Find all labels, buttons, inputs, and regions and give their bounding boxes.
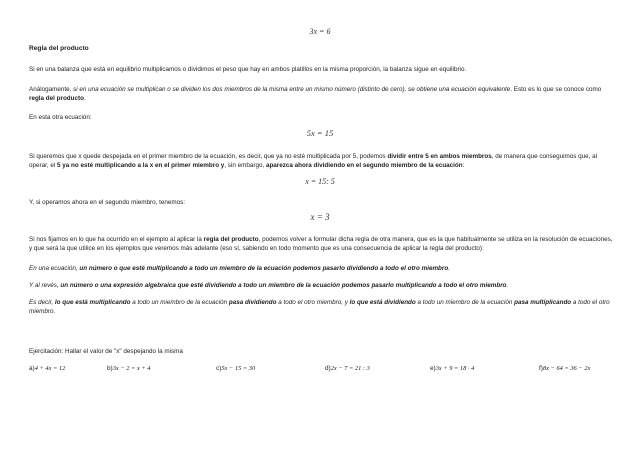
exercise-item [107,365,150,372]
bold-run: regla del producto [203,236,259,243]
text-run: : [462,162,465,169]
text-run: a todo el otro miembro. [29,299,610,315]
paragraph-operate: Y, si operamos ahora en el segundo miembro, tenemos: [29,199,185,206]
bold-run: lo que está multiplicando [54,299,131,306]
equation-3x-6: 3x = 6 [309,27,331,36]
text-run: a todo un miembro de la ecuación [130,299,229,306]
text-run: a todo un miembro de la ecuación [415,299,515,306]
bold-run: regla del producto [29,95,84,102]
exercise-item [29,365,65,372]
bold-run: un número o que esté multiplicando a todo un miembro de la ecuación podemos pasarlo dividiendo a todo el otro miembro [79,265,449,272]
exercise-label: d) [325,365,331,372]
paragraph-rule-multiply [29,264,614,273]
exercise-expression: 3x − 2 = x + 4 [112,365,151,372]
section-title: Regla del producto [29,45,89,52]
text-run: , podemos volver a formular dicha regla de otra manera, que es la que habitualmente se utiliza en la resolución de ecuaciones, y que será la que utilice en los ejemplos que veremos más adelante (eso sí, sabiendo en todo momento que es una consecuencia de aplicar la regla del producto): [29,236,613,252]
exercise-expression: 2x − 7 = 21 : 3 [330,365,370,372]
exercise-expression: 5x − 15 = 30 [221,365,256,372]
exercise-item [216,365,255,372]
text-run: Si nos fijamos en lo que ha ocurrido en el ejemplo al aplicar la [29,236,204,243]
exercise-label: c) [216,365,222,372]
exercise-label: b) [107,365,113,372]
exercise-list [29,365,629,375]
text-run: . [448,265,450,272]
text-run: , de manera que conseguimos que, al operar, el [29,153,598,169]
text-run: En una ecuación, [29,265,80,272]
bold-run: pasa multiplicando [514,299,572,306]
equation-5x-15: 5x = 15 [306,128,334,138]
exercise-item [539,365,590,372]
bold-run: un número o una expresión algebraica que esté dividiendo a todo un miembro de la ecuación podemos pasarlo multiplicando a todo el otro miembro [60,282,507,289]
text-run: , sin embargo, [224,162,266,169]
exercise-expression: 4 + 4x = 12 [34,365,66,372]
italic-run: si en una ecuación se multiplican o se dividen los dos miembros de la misma entre un mismo número (distinto de cero), se obtiene una ecuación equivalente [73,86,511,93]
paragraph-other-equation: En esta otra ecuación: [29,114,92,121]
paragraph-divide [29,152,614,170]
bold-run: 5 ya no esté multiplicando a la x en el primer miembro y [57,162,225,169]
paragraph-rule-divide [29,281,614,290]
text-run: . [83,95,86,102]
equation-x-15-5: x = 15: 5 [305,177,335,186]
bold-run: aparezca ahora dividiendo en el segundo miembro de la ecuación [265,162,463,169]
bold-run: lo que está dividiendo [349,299,416,306]
bold-run: pasa dividiendo [228,299,277,306]
paragraph-balance: Si en una balanza que está en equilibrio multiplicamos o dividimos el peso que hay en ambos platillos en la misma proporción, la balanza sigue en equilibrio. [29,66,467,73]
text-run: Es decir, [29,299,55,306]
paragraph-analogy [29,85,614,103]
exercise-label: e) [430,365,436,372]
equation-x-3: x = 3 [310,212,330,222]
text-run: . Esto es lo que se conoce como [510,86,602,93]
exercise-expression: 3x + 9 = 18 · 4 [435,365,475,372]
paragraph-summary [29,298,614,316]
exercise-label: f) [539,365,543,372]
exercise-item [430,365,474,372]
paragraph-reformulate [29,235,614,253]
exercise-item [325,365,370,372]
exercise-label: a) [29,365,35,372]
text-run: a todo el otro miembro, y [276,299,350,306]
text-run: . [506,282,509,289]
text-run: Análogamente, [29,86,74,93]
exercise-expression: 8x − 64 = 36 − 2x [542,365,591,372]
text-run: Si queremos que x quede despejada en el primer miembro de la ecuación, es decir, que ya no esté multiplicada por 5, podemos [29,153,388,160]
text-run: Y al revés, [29,282,61,289]
bold-run: dividir entre 5 en ambos miembros [387,153,492,160]
exercise-title: Ejercitación: Hallar el valor de "x" despejando la misma [29,348,183,355]
